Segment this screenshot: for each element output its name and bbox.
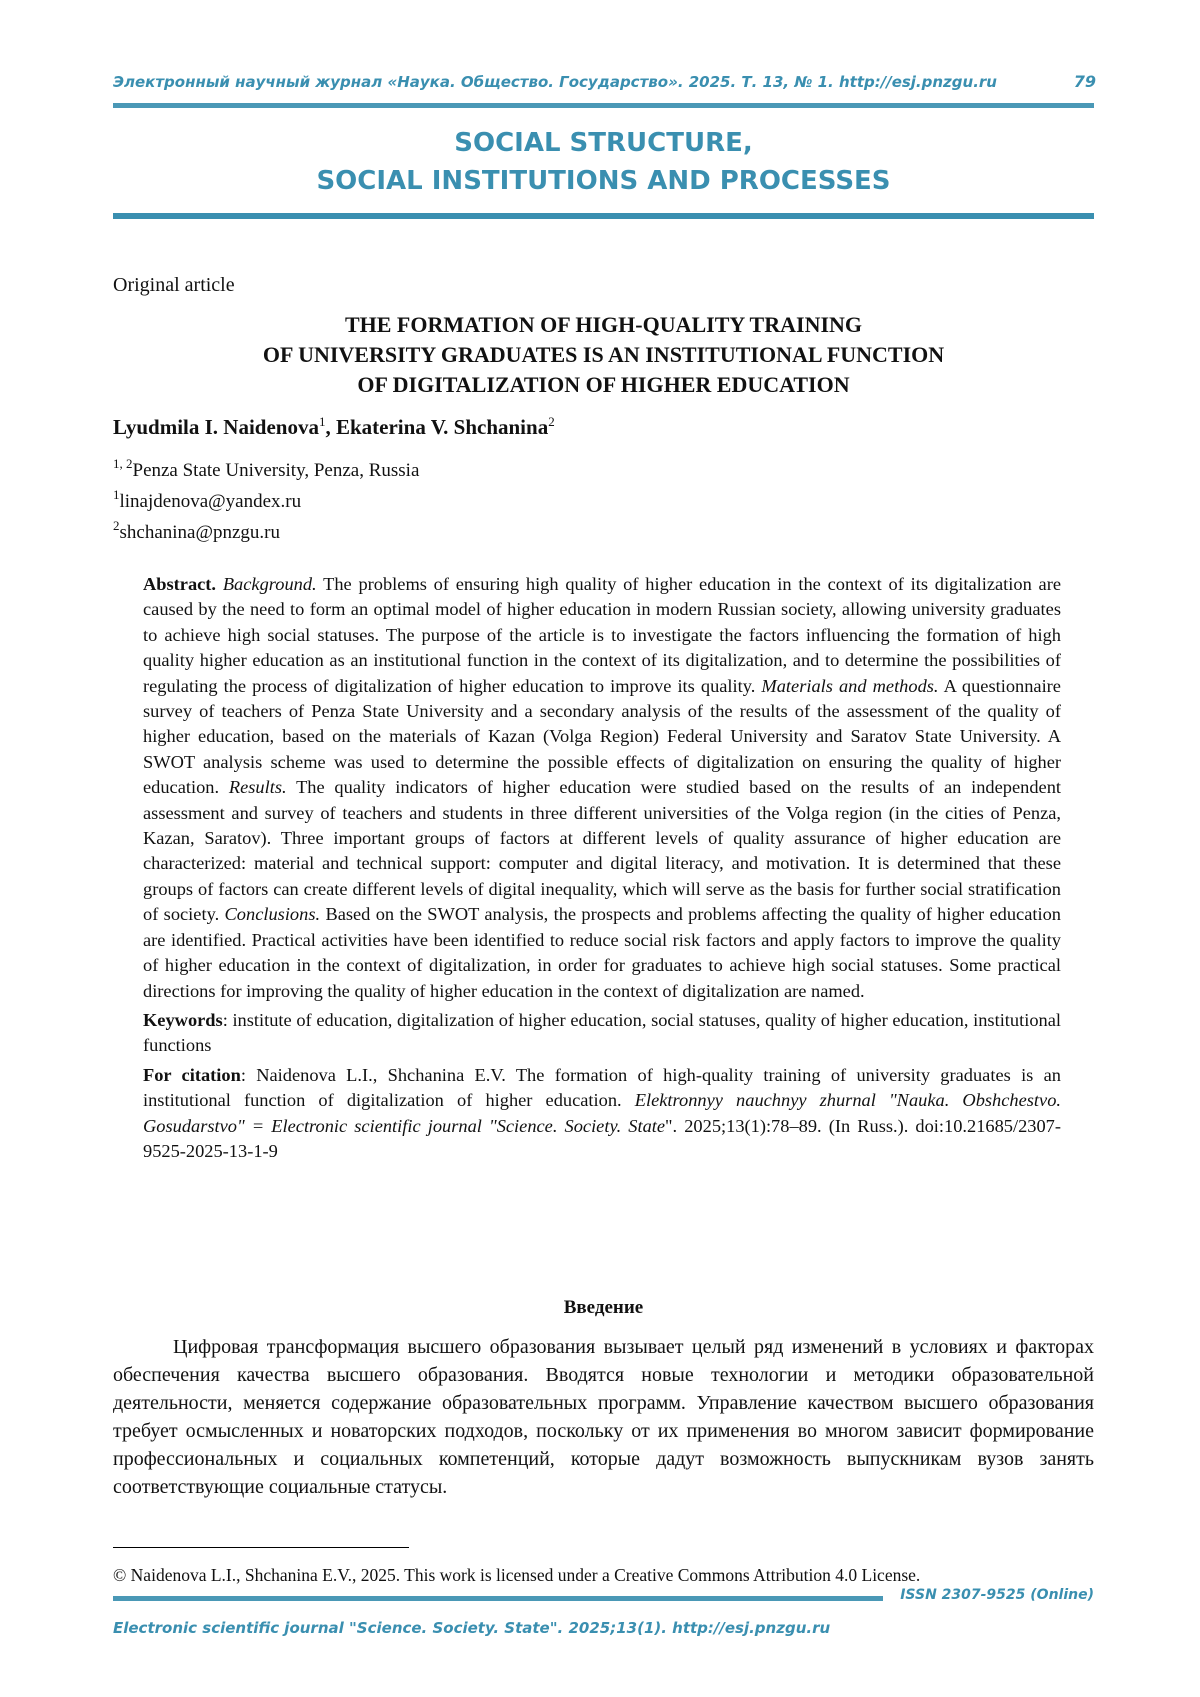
email-2-sup: 2 [113, 518, 120, 533]
article-type: Original article [113, 274, 235, 296]
abstract-results-text: The quality indicators of higher education were studied based on the results of an independent assessment and survey of teachers and students in three different universities of the Volga region (in the cities of Penza, Kazan, Saratov). Three important groups of factors at different levels of quality assurance of higher education are characterized: material and technical support: computer and digital literacy, and motivation. It is determined that these groups of factors can create different levels of digital inequality, which will serve as the basis for further social stratification of society. [143, 777, 1062, 925]
abstract-results-label: Results. [228, 777, 287, 798]
citation-text-1: : Naidenova L.I., Shchanina E.V. The formation of high-quality training of university graduates is an institutional function of digitalization of higher education. [143, 1064, 1061, 1111]
abstract-conclusions-label: Conclusions. [224, 904, 321, 925]
issn-label: ISSN 2307-9525 (Online) [900, 1587, 1094, 1603]
abstract-label: Abstract. [143, 574, 217, 594]
abstract-paragraph [143, 572, 1061, 1004]
author-2-sup: 2 [548, 414, 555, 429]
citation-label: For citation [143, 1064, 241, 1085]
introduction-heading: Введение [563, 1297, 644, 1318]
authors [113, 415, 555, 440]
abstract-methods-label: Materials and methods. [761, 675, 939, 696]
abstract-background-label: Background. [222, 574, 317, 594]
article-title-line1: THE FORMATION OF HIGH-QUALITY TRAINING [344, 312, 863, 337]
author-2: Ekaterina V. Shchanina [335, 415, 549, 439]
keywords-text: : institute of education, digitalization of higher education, social statuses, quality of higher education, institutional functions [143, 1009, 1061, 1056]
article-title-line2: OF UNIVERSITY GRADUATES IS AN INSTITUTIONAL FUNCTION [262, 342, 945, 367]
abstract-block [143, 572, 1061, 1168]
article-title-line3: OF DIGITALIZATION OF HIGHER EDUCATION [357, 372, 850, 397]
author-1: Lyudmila I. Naidenova [113, 415, 319, 439]
affiliation-text: Penza State University, Penza, Russia [132, 460, 420, 481]
affiliation [113, 456, 420, 482]
section-heading-line2: SOCIAL INSTITUTIONS AND PROCESSES [316, 166, 891, 196]
citation-paragraph [143, 1063, 1061, 1165]
keywords-label: Keywords [143, 1009, 223, 1030]
abstract-methods-text: A questionnaire survey of teachers of Penza State University and a secondary analysis of the results of the assessment of the quality of higher education, based on the materials of Kazan (Volga Region) Federal University and Saratov State University. A SWOT analysis scheme was used to determine the possible effects of digitalization on ensuring the quality of higher education. [143, 675, 1061, 798]
email-2 [113, 518, 280, 544]
footer-rule [113, 1596, 883, 1601]
citation-text-2: ". 2025;13(1):78–89. (In Russ.). doi:10.21685/2307-9525-2025-13-1-9 [143, 1115, 1061, 1161]
keywords-paragraph [143, 1008, 1061, 1059]
abstract-background-text: The problems of ensuring high quality of higher education in the context of its digitalization are caused by the need to form an optimal model of higher education in modern Russian society, allowing university graduates to achieve high social statuses. The purpose of the article is to investigate the factors influencing the formation of high quality higher education as an institutional function in the context of its digitalization, and to determine the possibilities of regulating the process of digitalization of higher education to improve its quality. [143, 574, 1061, 696]
section-rule [113, 213, 1094, 219]
section-heading [113, 124, 1094, 200]
affiliation-sup: 1, 2 [113, 456, 133, 471]
author-1-sup: 1 [318, 414, 326, 429]
copyright-footnote: © Naidenova L.I., Shchanina E.V., 2025. This work is licensed under a Creative Commons Attribution 4.0 License. [113, 1565, 921, 1585]
section-heading-line1: SOCIAL STRUCTURE, [454, 128, 753, 158]
email-1-sup: 1 [113, 487, 120, 502]
page-number: 79 [1073, 72, 1096, 91]
abstract-conclusions-text: Based on the SWOT analysis, the prospects and problems affecting the quality of higher education are identified. Practical activities have been identified to reduce social risk factors and apply factors to improve the quality of higher education in the context of digitalization, in order for graduates to achieve high social statuses. Some practical directions for improving the quality of higher education in the context of digitalization are named. [143, 904, 1061, 1001]
header-rule [113, 103, 1094, 108]
email-1-text: linajdenova@yandex.ru [119, 491, 302, 512]
article-title [113, 310, 1094, 400]
running-footer-journal: Electronic scientific journal "Science. Society. State". 2025;13(1). http://esj.pnzgu.ru [113, 1619, 831, 1637]
email-1 [113, 487, 302, 513]
email-2-text: shchanina@pnzgu.ru [119, 522, 280, 543]
footnote-rule [113, 1547, 409, 1548]
citation-journal: Elektronnyy nauchnyy zhurnal "Nauka. Obshchestvo. Gosudarstvo" = Electronic scientific journal "Science. Society. State [143, 1090, 1061, 1136]
author-separator: , [325, 415, 336, 439]
introduction-paragraph: Цифровая трансформация высшего образования вызывает целый ряд изменений в условиях и факторах обеспечения качества высшего образования. Вводятся новые технологии и методики образовательной деятельности, меняется содержание образовательных программ. Управление качеством высшего образования требует осмысленных и новаторских подходов, поскольку от их применения во многом зависит формирование профессиональных и социальных компетенций, которые дадут возможность выпускникам вузов занять соответствующие социальные статусы. [113, 1336, 1094, 1498]
running-header-journal: Электронный научный журнал «Наука. Общество. Государство». 2025. Т. 13, № 1. http://esj.pnzgu.ru [113, 73, 997, 91]
